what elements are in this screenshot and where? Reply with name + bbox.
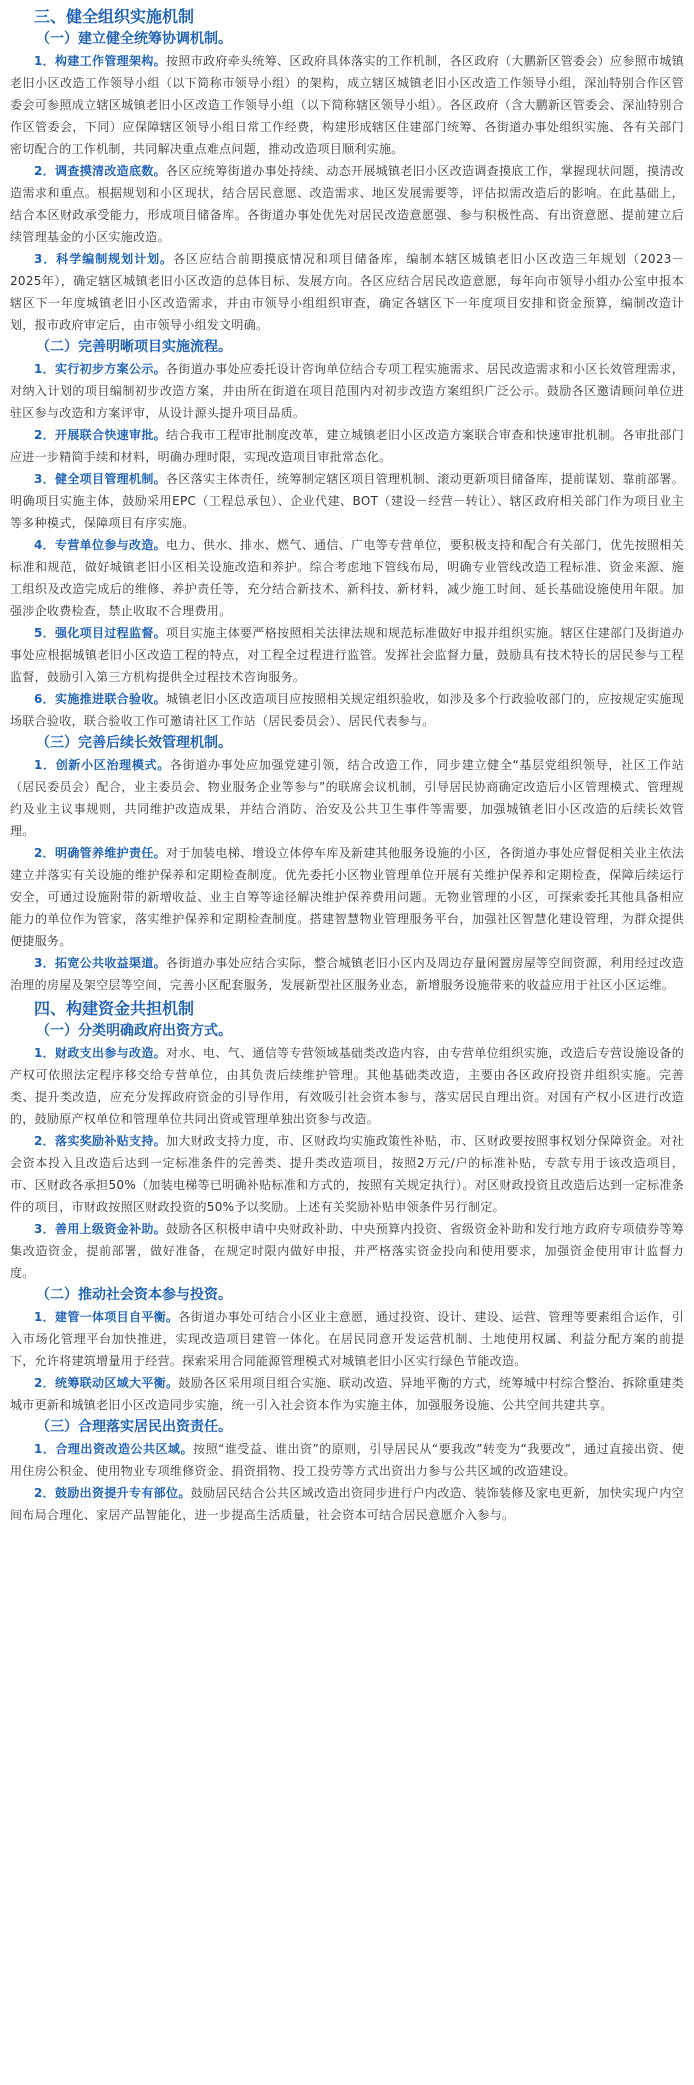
paragraph-text: 结合我市工程审批制度改革，建立城镇老旧小区改造方案联合审查和快速审批机制。各审批部门应进一步精简手续和材料，明确办理时限，实现改造项目审批常态化。 [10, 428, 685, 464]
paragraph-text: 鼓励各区积极申请中央财政补助、中央预算内投资、省级资金补助和发行地方政府专项债券等筹集改造资金，提前部署，做好准备，在规定时限内做好申报，并严格落实资金投向和使用要求，加强资金使用审计监督力度。 [10, 1222, 685, 1280]
paragraph-lead: 2．调查摸清改造底数。 [34, 164, 167, 178]
paragraph-lead: 3．拓宽公共收益渠道。 [34, 956, 167, 970]
paragraph [10, 1482, 684, 1526]
paragraph-lead: 2．统筹联动区域大平衡。 [34, 1376, 179, 1390]
paragraph [10, 358, 684, 424]
paragraph [10, 754, 684, 842]
paragraph-text: 按照“谁受益、谁出资”的原则，引导居民从“要我改”转变为“我要改”，通过直接出资、使用住房公积金、使用物业专项维修资金、捐资捐物、投工投劳等方式出资出力参与公共区域的改造建设。 [10, 1442, 684, 1478]
subsection-title: （二）完善明晰项目实施流程。 [36, 339, 232, 355]
paragraph-text: 对于加装电梯、增设立体停车库及新建其他服务设施的小区，各街道办事处应督促相关业主依法建立并落实有关设施的维护保养和定期检查制度。优先委托小区物业管理单位开展有关维护保养和定期检查，保障后续运行安全，可通过设施附带的新增收益、业主自筹等途径解决维护保养费用问题。无物业管理的小区，可探索委托其他具备相应能力的单位作为管家，落实维护保养和定期检查制度。搭建智慧物业管理服务平台，加强社区智慧化建设管理，为群众提供便捷服务。 [10, 846, 685, 948]
section-title: 三、健全组织实施机制 [34, 7, 195, 26]
paragraph-lead: 3．科学编制规划计划。 [34, 252, 174, 266]
paragraph-lead: 5．强化项目过程监督。 [34, 626, 167, 640]
paragraph-lead: 6．实施推进联合验收。 [34, 692, 167, 706]
paragraph-text: 城镇老旧小区改造项目应按照相关规定组织验收，如涉及多个行政验收部门的，应按规定实施现场联合验收，联合验收工作可邀请社区工作站（居民委员会）、居民代表参与。 [10, 692, 685, 728]
section-title: 四、构建资金共担机制 [34, 999, 195, 1018]
paragraph-text: 按照市政府牵头统筹、区政府具体落实的工作机制，各区政府（大鹏新区管委会）应参照市城镇老旧小区改造工作领导小组（以下简称市领导小组）的架构，成立辖区城镇老旧小区改造工作领导小组，深汕特别合作区管委会可参照成立辖区城镇老旧小区改造工作领导小组（以下简称辖区领导小组）。各区政府（含大鹏新区管委会、深汕特别合作区管委会，下同）应保障辖区领导小组日常工作经费，构建形成辖区住建部门统筹、各街道办事处组织实施、各有关部门密切配合的工作机制，共同解决重点难点问题，推动改造项目顺利实施。 [10, 54, 685, 156]
subsection-title: （一）建立健全统筹协调机制。 [36, 31, 232, 47]
paragraph-lead: 1．财政支出参与改造。 [34, 1046, 167, 1060]
paragraph [10, 1218, 684, 1284]
paragraph-lead: 3．善用上级资金补助。 [34, 1222, 167, 1236]
paragraph [10, 248, 684, 336]
subsection-title: （三）完善后续长效管理机制。 [36, 735, 232, 751]
paragraph-text: 各街道办事处应委托设计咨询单位结合专项工程实施需求、居民改造需求和小区长效管理需求，对纳入计划的项目编制初步改造方案，并由所在街道在项目范围内对初步改造方案组织广泛公示。鼓励各区邀请顾问单位进驻区参与改造和方案评审，从设计源头提升项目品质。 [10, 362, 685, 420]
paragraph [10, 1130, 684, 1218]
paragraph-lead: 1．合理出资改造公共区域。 [34, 1442, 194, 1456]
paragraph-text: 鼓励居民结合公共区域改造出资同步进行户内改造、装饰装修及家电更新，加快实现户内空间布局合理化、家居产品智能化，进一步提高生活质量，社会资本可结合居民意愿介入参与。 [10, 1486, 684, 1522]
paragraph-text: 各街道办事处应结合实际，整合城镇老旧小区内及周边存量闲置房屋等空间资源，利用经过改造治理的房屋及架空层等空间，完善小区配套服务，发展新型社区服务业态，新增服务设施带来的收益应用于社区小区运维。 [10, 956, 685, 992]
paragraph-lead: 4．专营单位参与改造。 [34, 538, 167, 552]
subsection-title: （三）合理落实居民出资责任。 [36, 1419, 232, 1435]
paragraph [10, 952, 684, 996]
paragraph-text: 各区应结合前期摸底情况和项目储备库，编制本辖区城镇老旧小区改造三年规划（2023－2025年），确定辖区城镇老旧小区改造的总体目标、发展方向。各区应结合居民改造意愿，每年向市领导小组办公室申报本辖区下一年度城镇老旧小区改造需求，并由市领导小组组织审查，确定各辖区下一年度项目安排和资金预算，编制改造计划，报市政府审定后，由市领导小组发文明确。 [10, 252, 685, 332]
paragraph-lead: 1．建管一体项目自平衡。 [34, 1310, 179, 1324]
paragraph [10, 1306, 684, 1372]
paragraph [10, 1042, 684, 1130]
paragraph-lead: 2．落实奖励补贴支持。 [34, 1134, 167, 1148]
paragraph [10, 160, 684, 248]
paragraph-lead: 3．健全项目管理机制。 [34, 472, 167, 486]
subsection-title: （一）分类明确政府出资方式。 [36, 1023, 232, 1039]
paragraph-text: 各街道办事处应加强党建引领，结合改造工作，同步建立健全“基层党组织领导，社区工作站（居民委员会）配合，业主委员会、物业服务企业等参与”的联席会议机制，引导居民协商确定改造后小区管理模式、管理规约及业主议事规则，共同维护改造成果，并结合消防、治安及公共卫生事件等需要，加强城镇老旧小区改造的后续长效管理。 [10, 758, 684, 838]
paragraph [10, 50, 684, 160]
paragraph [10, 424, 684, 468]
paragraph-text: 鼓励各区采用项目组合实施、联动改造、异地平衡的方式，统筹城中村综合整治、拆除重建类城市更新和城镇老旧小区改造同步实施，统一引入社会资本作为实施主体，加强服务设施、公共空间共建共享。 [10, 1376, 684, 1412]
paragraph-lead: 1．构建工作管理架构。 [34, 54, 167, 68]
paragraph-text: 各区落实主体责任，统筹制定辖区项目管理机制、滚动更新项目储备库，提前谋划、靠前部署。明确项目实施主体，鼓励采用EPC（工程总承包）、企业代建、BOT（建设－经营－转让）、辖区政府相关部门作为项目业主等多种模式，保障项目有序实施。 [10, 472, 685, 530]
paragraph-text: 加大财政支持力度，市、区财政均实施政策性补贴，市、区财政要按照事权划分保障资金。对社会资本投入且改造后达到一定标准条件的完善类、提升类改造项目，按照2万元/户的标准补贴，专款专用于该改造项目，市、区财政各承担50%（加装电梯等已明确补贴标准和方式的，按照有关规定执行）。对区财政投资且改造后达到一定标准条件的项目，市财政按照区财政投资的50%予以奖励。上述有关奖励补贴申领条件另行制定。 [10, 1134, 685, 1214]
paragraph [10, 622, 684, 688]
paragraph [10, 1438, 684, 1482]
paragraph-text: 项目实施主体要严格按照相关法律法规和规范标准做好申报并组织实施。辖区住建部门及街道办事处应根据城镇老旧小区改造工程的特点，对工程全过程进行监管。发挥社会监督力量，鼓励具有技术特长的居民参与工程监督，鼓励引入第三方机构提供全过程技术咨询服务。 [10, 626, 685, 684]
paragraph [10, 468, 684, 534]
paragraph [10, 688, 684, 732]
paragraph-text: 对水、电、气、通信等专营领域基础类改造内容，由专营单位组织实施，改造后专营设施设备的产权可依照法定程序移交给专营单位，由其负责后续维护管理。其他基础类改造，主要由各区政府投资并组织实施。完善类、提升类改造，应充分发挥政府资金的引导作用，有效吸引社会资本参与，落实居民自理出资。对国有产权小区进行改造的，鼓励原产权单位和管理单位共同出资或管理单独出资参与改造。 [10, 1046, 685, 1126]
paragraph-lead: 2．鼓励出资提升专有部位。 [34, 1486, 191, 1500]
paragraph-lead: 2．明确管养维护责任。 [34, 846, 167, 860]
paragraph-lead: 2．开展联合快速审批。 [34, 428, 167, 442]
paragraph-lead: 1．实行初步方案公示。 [34, 362, 167, 376]
paragraph-text: 各街道办事处可结合小区业主意愿，通过投资、设计、建设、运营、管理等要素组合运作，引入市场化管理平台加快推进，实现改造项目建管一体化。在居民同意开发运营机制、土地使用权属、利益分配方案的前提下，允许将建筑增量用于经营。探索采用合同能源管理模式对城镇老旧小区实行绿色节能改造。 [10, 1310, 684, 1368]
subsection-title: （二）推动社会资本参与投资。 [36, 1287, 232, 1303]
paragraph-text: 电力、供水、排水、燃气、通信、广电等专营单位，要积极支持和配合有关部门，优先按照相关标准和规范，做好城镇老旧小区相关设施改造和养护。综合考虑地下管线布局，明确专业管线改造工程标准、资金来源、施工组织及改造完成后的维修、养护责任等，充分结合新技术、新科技、新材料，减少施工时间、延长基础设施使用年限。加强涉企收费检查，禁止收取不合理费用。 [10, 538, 685, 618]
paragraph [10, 534, 684, 622]
paragraph-text: 各区应统筹街道办事处持续、动态开展城镇老旧小区改造调查摸底工作，掌握现状问题，摸清改造需求和重点。根据规划和小区现状，结合居民意愿、改造需求、地区发展需要等，评估拟需改造后的影响。在此基础上，结合本区财政承受能力，形成项目储备库。各街道办事处优先对居民改造意愿强、参与积极性高、有出资意愿、提前建立后续管理基金的小区实施改造。 [10, 164, 685, 244]
paragraph [10, 842, 684, 952]
paragraph [10, 1372, 684, 1416]
paragraph-lead: 1．创新小区治理模式。 [34, 758, 170, 772]
